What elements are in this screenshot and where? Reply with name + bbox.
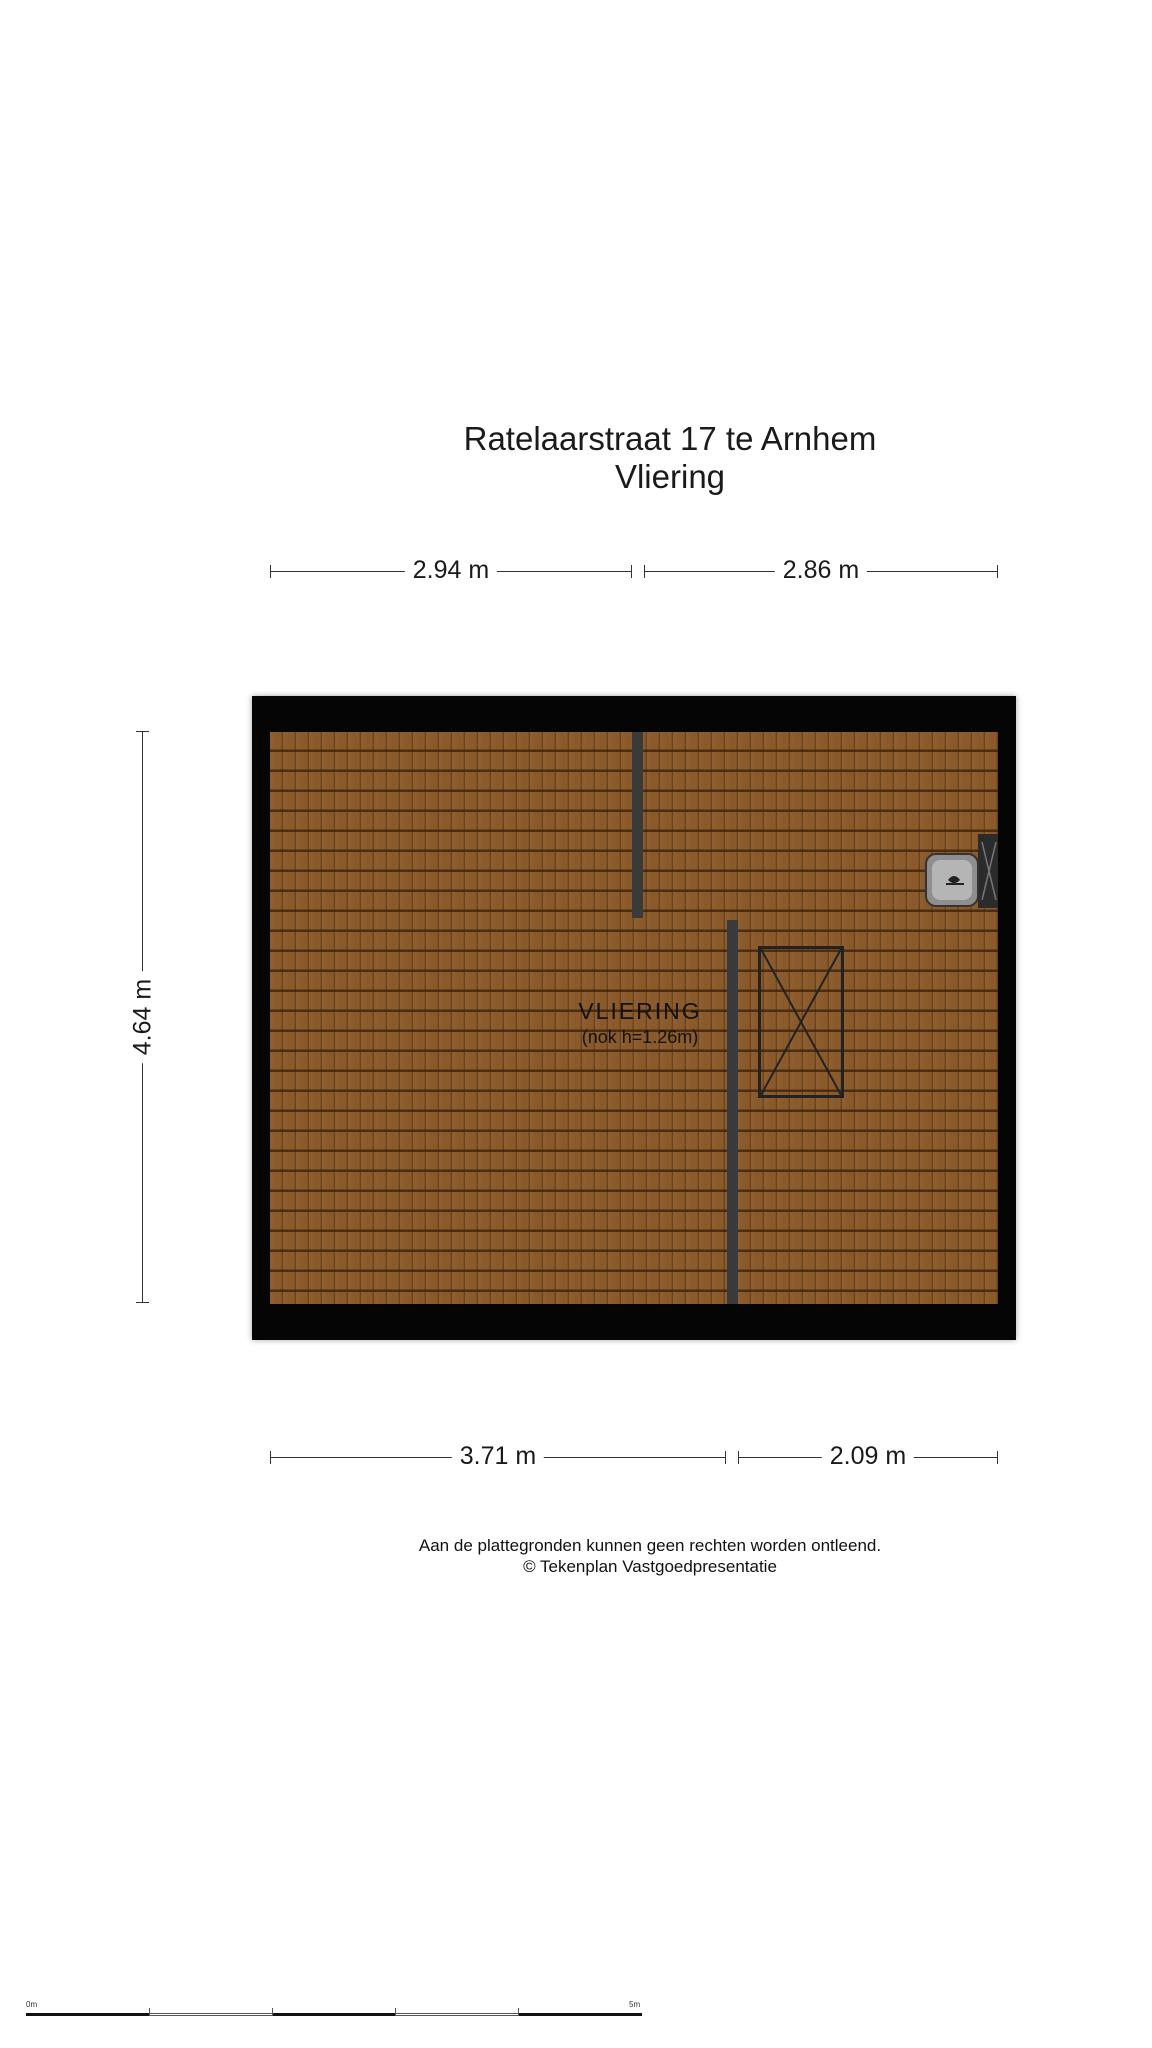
plan-title-block [0, 420, 1152, 496]
chimney-flue-icon [922, 834, 998, 908]
dimension-bottom-left [270, 1442, 726, 1470]
dimension-label: 3.71 m [452, 1442, 544, 1471]
scale-start-label: 0m [26, 2000, 38, 2009]
scale-tick [149, 2008, 150, 2016]
partition-wall-lower [727, 920, 738, 1304]
dimension-left [128, 731, 157, 1303]
room-label [560, 998, 720, 1048]
scale-tick [395, 2008, 396, 2016]
scale-end-label: 5m [629, 2000, 641, 2009]
roof-hatch [758, 946, 844, 1098]
scale-bar [26, 2000, 642, 2024]
dimension-bottom-right [738, 1442, 998, 1470]
scale-segment [518, 2013, 642, 2016]
dimension-label: 2.09 m [822, 1442, 914, 1471]
room-ridge-height: (nok h=1.26m) [581, 1027, 699, 1047]
dimension-top-right [644, 556, 998, 584]
scale-segment [272, 2013, 395, 2016]
dimension-label: 2.86 m [775, 556, 867, 585]
room-name: VLIERING [578, 998, 702, 1024]
floor-title: Vliering [614, 458, 726, 495]
dimension-label: 2.94 m [405, 556, 497, 585]
hatch-cross-icon [761, 949, 841, 1095]
scale-tick [518, 2008, 519, 2016]
disclaimer [0, 1535, 1152, 1577]
scale-segment [395, 2013, 518, 2016]
dimension-label: 4.64 m [129, 971, 158, 1063]
partition-wall-upper [632, 732, 643, 918]
address-title: Ratelaarstraat 17 te Arnhem [463, 420, 877, 457]
dimension-top-left [270, 556, 632, 584]
disclaimer-line-2: © Tekenplan Vastgoedpresentatie [523, 1557, 777, 1576]
scale-segment [149, 2013, 272, 2016]
scale-tick [272, 2008, 273, 2016]
disclaimer-line-1: Aan de plattegronden kunnen geen rechten worden ontleend. [418, 1536, 882, 1555]
scale-segment [26, 2013, 149, 2016]
